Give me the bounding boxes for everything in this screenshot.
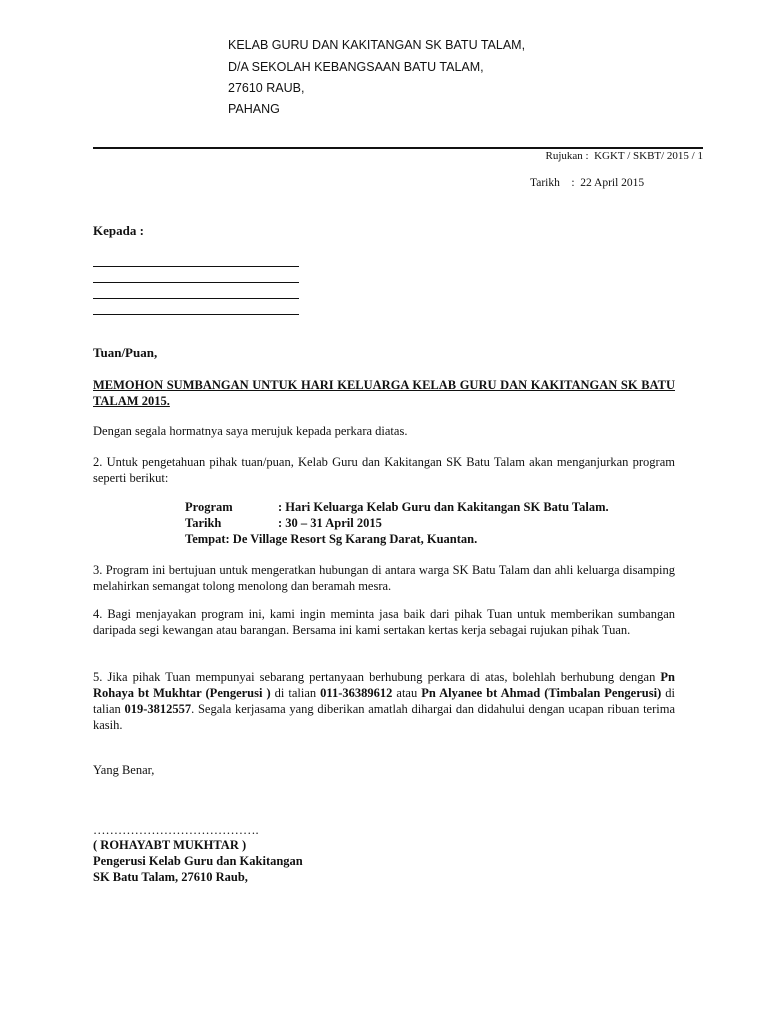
- opening-paragraph: Dengan segala hormatnya saya merujuk kepada perkara diatas.: [93, 424, 408, 438]
- recipient-blank-line-2: [93, 282, 299, 283]
- reference-number: Rujukan : KGKT / SKBT/ 2015 / 1: [545, 150, 703, 162]
- paragraph-5-text-2: di talian: [270, 686, 321, 700]
- program-date-label: Tarikh: [185, 516, 222, 530]
- recipient-label: Kepada :: [93, 223, 144, 238]
- recipient-blank-line-3: [93, 298, 299, 299]
- program-value: : Hari Keluarga Kelab Guru dan Kakitangan SK Batu Talam.: [278, 500, 609, 514]
- letterhead-line-3: 27610 RAUB,: [228, 81, 305, 95]
- subject-heading: MEMOHON SUMBANGAN UNTUK HARI KELUARGA KELAB GURU DAN KAKITANGAN SK BATU TALAM 2015.: [93, 378, 675, 408]
- letterhead-line-4: PAHANG: [228, 102, 280, 116]
- program-venue: Tempat: De Village Resort Sg Karang Darat, Kuantan.: [185, 532, 478, 546]
- program-date-value: : 30 – 31 April 2015: [278, 516, 382, 530]
- paragraph-3: 3. Program ini bertujuan untuk mengeratkan hubungan di antara warga SK Batu Talam dan ahli keluarga disamping melahirkan semangat tolong menolong dan beramah mesra.: [93, 563, 675, 593]
- paragraph-5-text-4: di talian: [93, 686, 675, 716]
- contact-phone-2: 019-3812557: [124, 702, 192, 716]
- signatory-name: ( ROHAYABT MUKHTAR ): [93, 838, 247, 852]
- paragraph-5: [93, 669, 675, 733]
- contact-name-2: Pn Alyanee bt Ahmad (Timbalan Pengerusi): [421, 686, 662, 700]
- signatory-address: SK Batu Talam, 27610 Raub,: [93, 870, 248, 884]
- letterhead-divider: [93, 147, 703, 149]
- signature-line: ………………………………….: [93, 823, 259, 837]
- recipient-blank-line-1: [93, 266, 299, 267]
- letter-date: Tarikh : 22 April 2015: [530, 177, 645, 189]
- paragraph-5-text-1: 5. Jika pihak Tuan mempunyai sebarang pertanyaan berhubung perkara di atas, bolehlah berhubung dengan: [93, 670, 661, 684]
- paragraph-5-text-3: atau: [392, 686, 422, 700]
- paragraph-4: 4. Bagi menjayakan program ini, kami ingin meminta jasa baik dari pihak Tuan untuk memberikan sumbangan daripada segi kewangan atau barangan. Bersama ini kami sertakan kertas kerja sebagai rujukan pihak Tuan.: [93, 607, 675, 637]
- closing: Yang Benar,: [93, 763, 155, 777]
- signatory-title: Pengerusi Kelab Guru dan Kakitangan: [93, 854, 303, 868]
- contact-phone-1: 011-36389612: [320, 686, 393, 700]
- program-row: [185, 499, 609, 515]
- contact-name-1: Pn Rohaya bt Mukhtar (Pengerusi ): [93, 670, 675, 700]
- program-label: Program: [185, 500, 233, 514]
- paragraph-5-text-5: . Segala kerjasama yang diberikan amatlah dihargai dan didahului dengan ucapan ribuan terima kasih.: [93, 702, 675, 732]
- recipient-blank-line-4: [93, 314, 299, 315]
- paragraph-2: 2. Untuk pengetahuan pihak tuan/puan, Kelab Guru dan Kakitangan SK Batu Talam akan menganjurkan program seperti berikut:: [93, 455, 675, 485]
- letterhead-line-2: D/A SEKOLAH KEBANGSAAN BATU TALAM,: [228, 60, 484, 74]
- letterhead-line-1: KELAB GURU DAN KAKITANGAN SK BATU TALAM,: [228, 38, 526, 52]
- salutation: Tuan/Puan,: [93, 345, 158, 360]
- program-date-row: [185, 515, 382, 531]
